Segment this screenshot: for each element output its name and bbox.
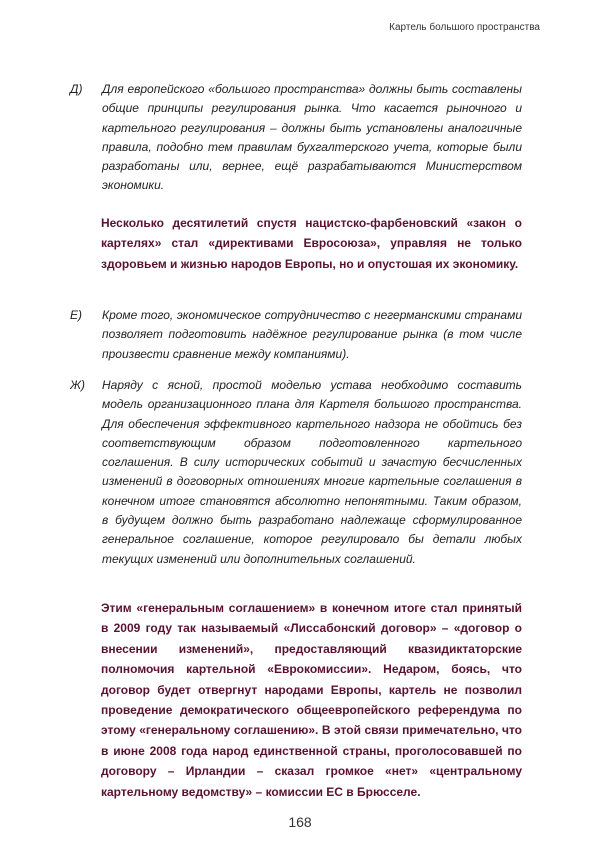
item-marker: Д) xyxy=(70,82,83,96)
list-item-e xyxy=(70,306,522,364)
commentary-block: Несколько десятилетий спустя нацистско-фарбеновский «закон о картелях» стал «директивами Евросоюза», управляя не только здоровьем и жизнью народов Европы, но и опустошая их экономику. xyxy=(101,216,522,271)
item-text: Для европейского «большого пространства» должны быть составлены общие принципы регулирования рынка. Что касается рыночного и картельного регулирования – должны быть установлены аналогичные правила, подобно тем правилам бухгалтерского учета, которые были разработаны или, вернее, ещё разрабатываются Министерством экономики. xyxy=(102,82,522,193)
list-item-zh xyxy=(70,376,522,569)
item-text: Кроме того, экономическое сотрудничество с негерманскими странами позволяет подготовить надёжное регулирование рынка (в том числе произвести сравнение между компаниями). xyxy=(102,308,522,361)
commentary-block: Этим «генеральным соглашением» в конечном итоге стал принятый в 2009 году так называемый «Лиссабонский договор» – «договор о внесении изменений», предоставляющий квазидиктаторские полномочия картельной «Еврокомиссии». Недаром, боясь, что договор будет отвергнут народами Европы, картель не позволил проведение демократического общеевропейского референдума по этому «генеральному соглашению». В этой связи примечательно, что в июне 2008 года народ единственной страны, проголосовавшей по договору – Ирландии – сказал громкое «нет» «центральному картельному ведомству» – комиссии ЕС в Брюсселе. xyxy=(101,601,522,799)
running-header: Картель большого пространства xyxy=(389,22,540,33)
item-marker: Ж) xyxy=(70,378,85,392)
item-text: Наряду с ясной, простой моделью устава необходимо составить модель организационного плана для Картеля большого пространства. Для обеспечения эффективного картельного надзора не обойтись без соответствующим образом подготовленного картельного соглашения. В силу исторических событий и зачастую бесчисленных изменений в договорных отношениях многие картельные соглашения в конечном итоге становятся абсолютно непонятными. Таким образом, в будущем должно быть разработано надлежаще сформулированное генеральное соглашение, которое регулировало бы детали любых текущих изменений или дополнительных соглашений. xyxy=(102,378,522,566)
item-marker: Е) xyxy=(70,308,82,322)
page-number: 168 xyxy=(288,814,312,830)
list-item-d xyxy=(70,80,522,196)
